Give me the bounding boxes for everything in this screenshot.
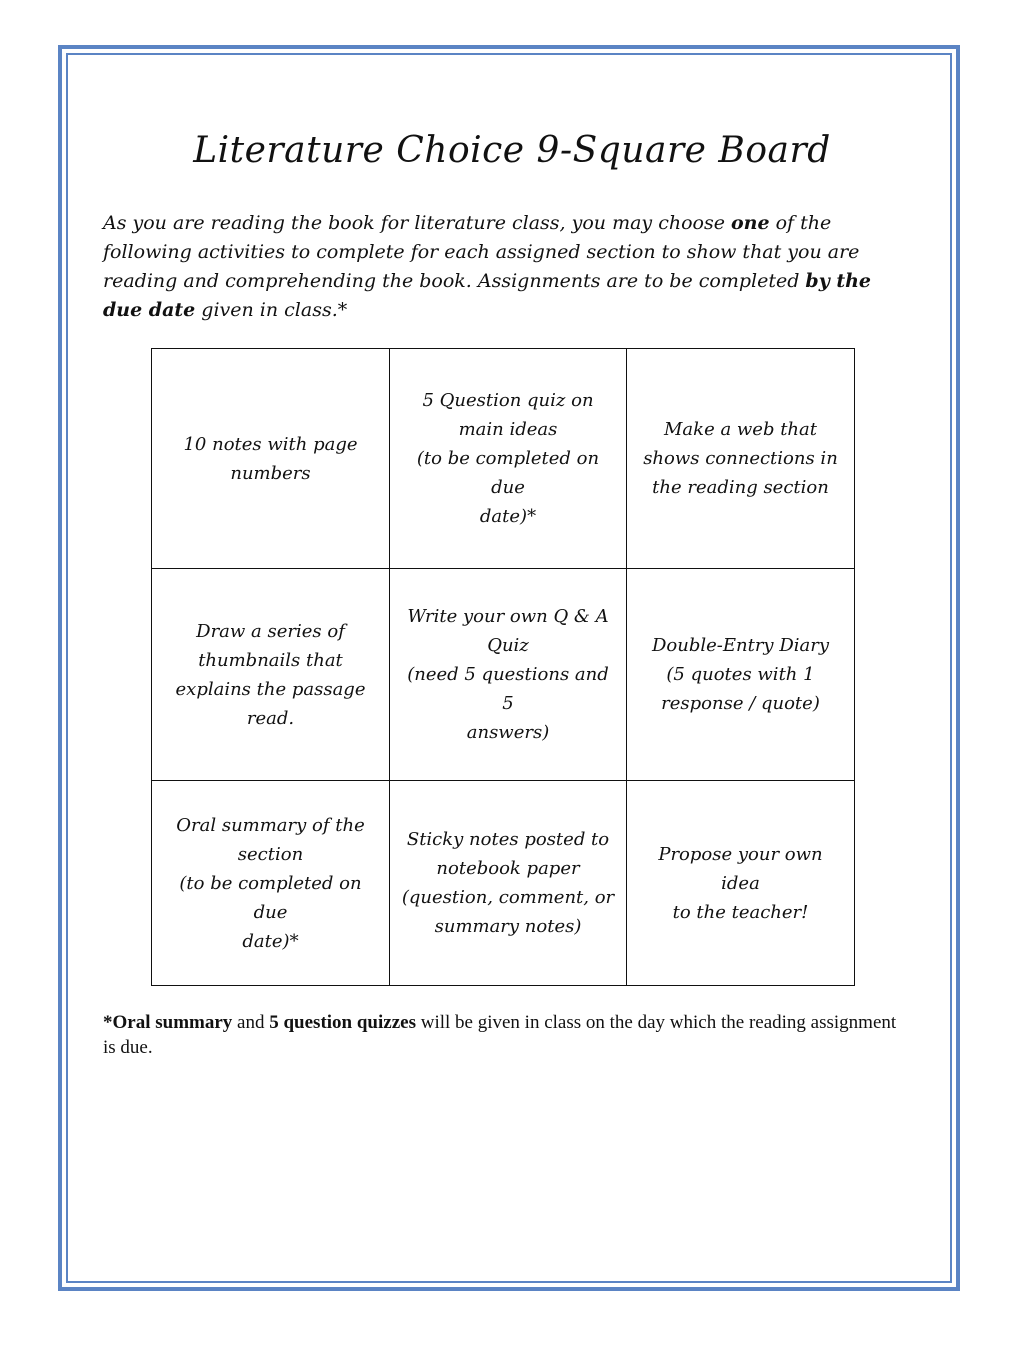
intro-bold-due-date: by the due date: [103, 270, 872, 321]
board-cell-own-idea: [627, 781, 855, 986]
board-cell-text: 5 Question quiz on main ideas (to be completed on due date)*: [416, 390, 600, 527]
footnote-star: *: [103, 1012, 113, 1033]
board-cell-text: Sticky notes posted to notebook paper (question, comment, or summary notes): [401, 829, 615, 937]
board-cell-notes: [152, 349, 390, 569]
choice-board: [151, 348, 855, 986]
board-cell-web: [627, 349, 855, 569]
board-cell-thumbnails: [152, 569, 390, 781]
board-cell-oral-summary: [152, 781, 390, 986]
footnote-text-2: will be given in class on the day which the reading assignment is due.: [103, 1012, 897, 1058]
page-title: Literature Choice 9-Square Board: [193, 130, 831, 171]
intro-text-2: of the following activities to complete for each assigned section to show that you are reading and comprehending the book. Assignments are to be completed: [103, 212, 860, 292]
intro-paragraph: [103, 209, 893, 325]
footnote-bold-quizzes: 5 question quizzes: [269, 1012, 416, 1033]
footnote: [103, 1010, 903, 1060]
board-cell-text: Draw a series of thumbnails that explains the passage read.: [175, 620, 366, 729]
board-cell-diary: [627, 569, 855, 781]
board-cell-text: Double-Entry Diary (5 quotes with 1 response / quote): [651, 635, 830, 714]
board-cell-text: Make a web that shows connections in the reading section: [643, 419, 838, 498]
board-cell-sticky-notes: [390, 781, 627, 986]
intro-text-3: given in class.*: [195, 299, 348, 321]
footnote-text-1: and: [232, 1012, 270, 1033]
board-cell-qa-quiz: [390, 569, 627, 781]
board-cell-text: Propose your own idea to the teacher!: [658, 843, 823, 923]
footnote-bold-oral-summary: Oral summary: [112, 1012, 233, 1033]
board-row: [152, 781, 855, 986]
intro-text-1: As you are reading the book for literature class, you may choose: [103, 212, 731, 234]
board-row: [152, 349, 855, 569]
board-cell-text: Oral summary of the section (to be completed on due date)*: [176, 814, 365, 952]
board-cell-quiz: [390, 349, 627, 569]
board-row: [152, 569, 855, 781]
board-cell-text: Write your own Q & A Quiz (need 5 questions and 5 answers): [407, 606, 609, 743]
intro-bold-one: one: [731, 212, 770, 234]
board-cell-text: 10 notes with page numbers: [183, 433, 358, 484]
